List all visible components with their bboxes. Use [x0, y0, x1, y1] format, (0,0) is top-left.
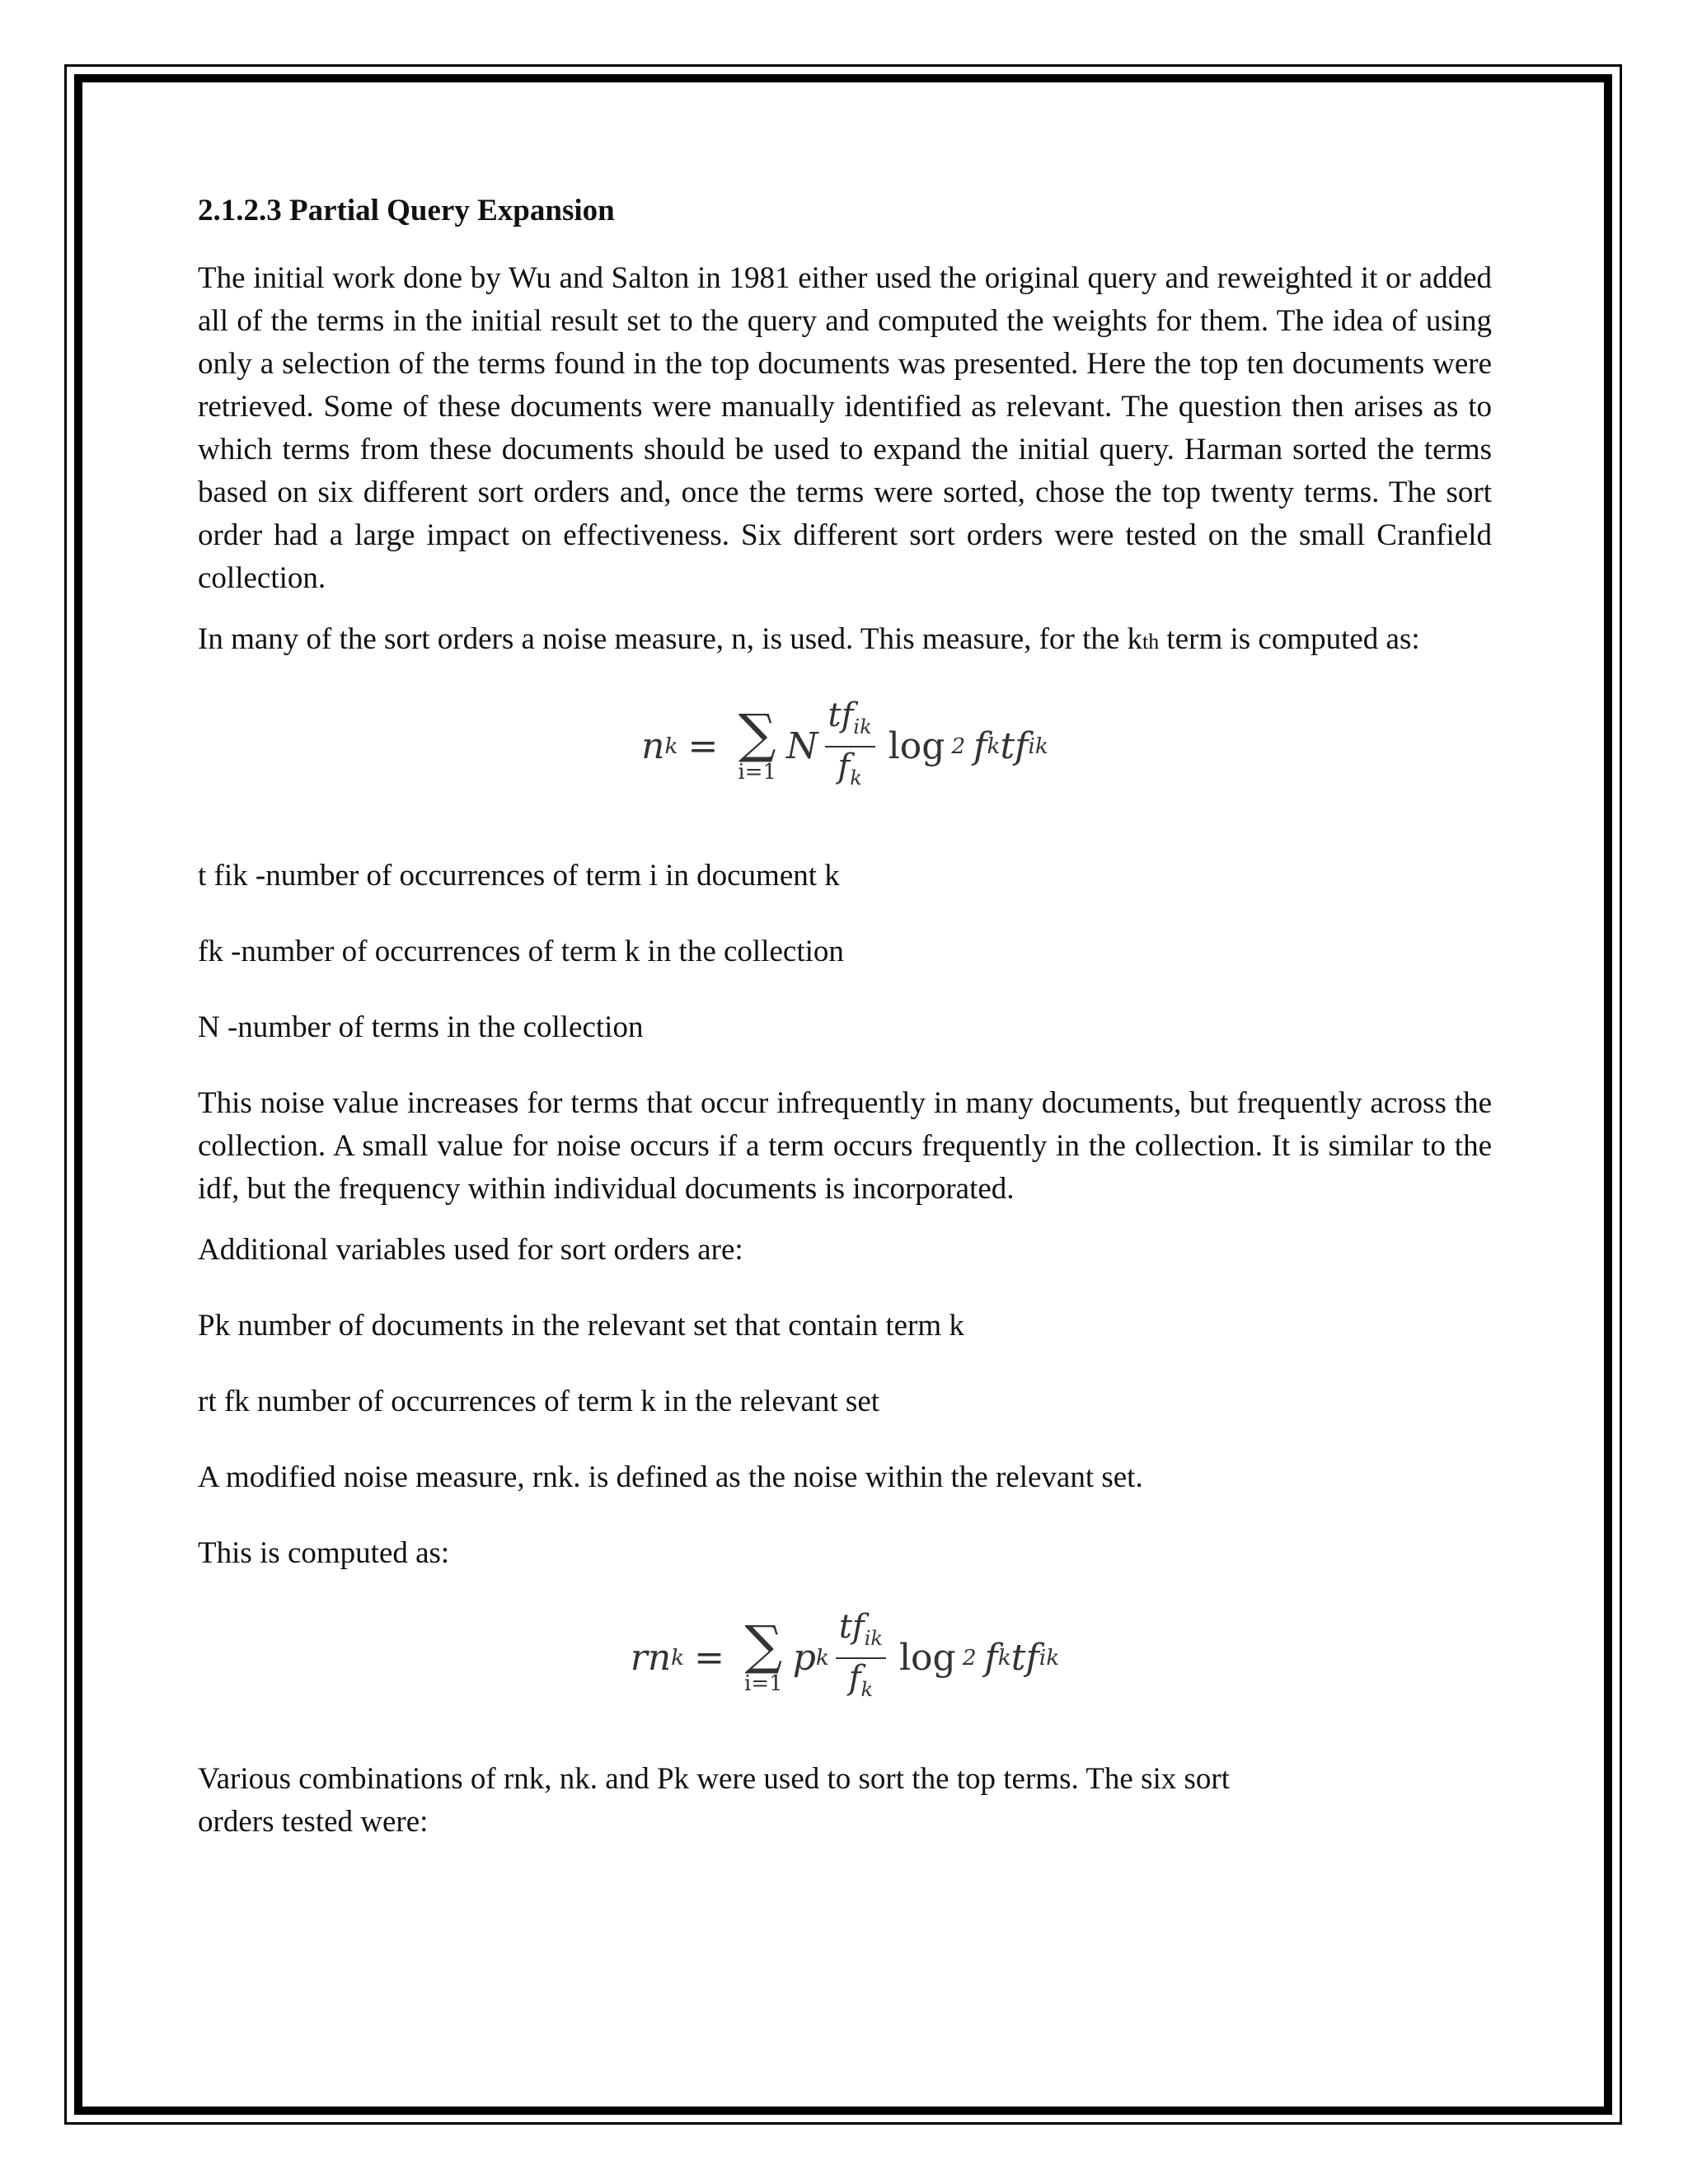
f1-num: tf [828, 696, 854, 734]
definition-tfik: t fik -number of occurrences of term i in document k [198, 859, 840, 893]
f1-sum-sub: i=1 [738, 760, 777, 785]
f1-tail2: tf [1000, 725, 1029, 767]
f1-tail: f [973, 725, 987, 767]
f2-lhs: rn [630, 1637, 672, 1679]
f2-tail-sub: k [997, 1645, 1011, 1671]
f2-num-sub: ik [864, 1627, 883, 1650]
f1-den-sub: k [850, 766, 862, 790]
paragraph-intro: The initial work done by Wu and Salton in 1981 either used the original query and reweighted it or added all of the terms in the initial result set to the query and computed the weights for them. The idea of using only a selection of the terms found in the top documents was presented. Here the top ten documents were retrieved. Some of these documents were manually identified as relevant. The question then arises as to which terms from these documents should be used to expand the initial query. Harman sorted the terms based on six different sort orders and, once the terms were sorted, chose the top twenty terms. The sort order had a large impact on effectiveness. Six different sort orders were tested on the small Cranfield collection. [198, 261, 1492, 595]
f2-lhs-sub: k [671, 1645, 685, 1671]
sort-orders-line1: Various combinations of rnk, nk. and Pk were used to sort the top terms. The six sort [198, 1762, 1231, 1796]
f1-summation: ∑ i=1 [738, 704, 777, 785]
f2-log-sub: 2 [962, 1645, 977, 1671]
f2-tail: f [984, 1637, 998, 1679]
noise-text-sup: th [1142, 630, 1160, 654]
f2-summation: ∑ i=1 [744, 1615, 783, 1696]
f2-sum-sub: i=1 [744, 1671, 783, 1696]
f2-coef-sub: k [815, 1645, 829, 1671]
f1-tail2-sub: ik [1028, 733, 1048, 759]
f1-lhs-sub: k [664, 733, 678, 759]
definition-pk: Pk number of documents in the relevant set that contain term k [198, 1309, 964, 1343]
paragraph-noise-measure [198, 618, 1492, 663]
document-body [198, 190, 1492, 1844]
paragraph-sort-orders [198, 1758, 1492, 1844]
sort-orders-line2: orders tested were: [198, 1805, 429, 1839]
noise-text-a: In many of the sort orders a noise measure, n, is used. This measure, for the k [198, 622, 1143, 656]
paragraph-additional-variables: Additional variables used for sort orders are: [198, 1233, 743, 1267]
paragraph-computed-as: This is computed as: [198, 1536, 450, 1570]
f2-log: log [898, 1637, 956, 1679]
f1-fraction [825, 696, 875, 797]
paragraph-modified-noise: A modified noise measure, rnk. is defined as the noise within the relevant set. [198, 1460, 1143, 1494]
f2-fraction [836, 1608, 886, 1708]
f1-den: f [837, 748, 851, 785]
formula-noise: n k = ∑ i=1 N $\frac{tf_{ik}}{f_k}$ log 2 f k tf ik [198, 696, 1492, 797]
section-heading: 2.1.2.3 Partial Query Expansion [198, 194, 615, 227]
f1-log-sub: 2 [951, 733, 966, 759]
f2-tail2: tf [1010, 1637, 1039, 1679]
formula-relevant-noise: rn k = ∑ i=1 p k $\frac{tf_{ik}}{f_k}$ log 2 f k tf ik [198, 1608, 1492, 1708]
noise-text-b: term is computed as: [1159, 622, 1420, 656]
f2-den-sub: k [860, 1678, 874, 1701]
f1-num-sub: ik [853, 715, 872, 738]
f2-den: f [848, 1659, 861, 1697]
definition-rtfk: rt fk number of occurrences of term k in the relevant set [198, 1385, 880, 1418]
f2-num: tf [838, 1608, 865, 1646]
definition-n: N -number of terms in the collection [198, 1010, 644, 1044]
f2-coef: p [792, 1637, 816, 1679]
f1-coef: N [786, 725, 818, 767]
f1-lhs: n [641, 725, 665, 767]
f1-tail-sub: k [987, 733, 1001, 759]
f2-tail2-sub: ik [1039, 1645, 1060, 1671]
f1-log: log [888, 725, 945, 767]
paragraph-noise-explanation: This noise value increases for terms that occur infrequently in many documents, but frequently across the collection. A small value for noise occurs if a term occurs frequently in the collection. It is similar to the idf, but the frequency within individual documents is incorporated. [198, 1086, 1492, 1206]
definition-fk: fk -number of occurrences of term k in the collection [198, 935, 844, 968]
